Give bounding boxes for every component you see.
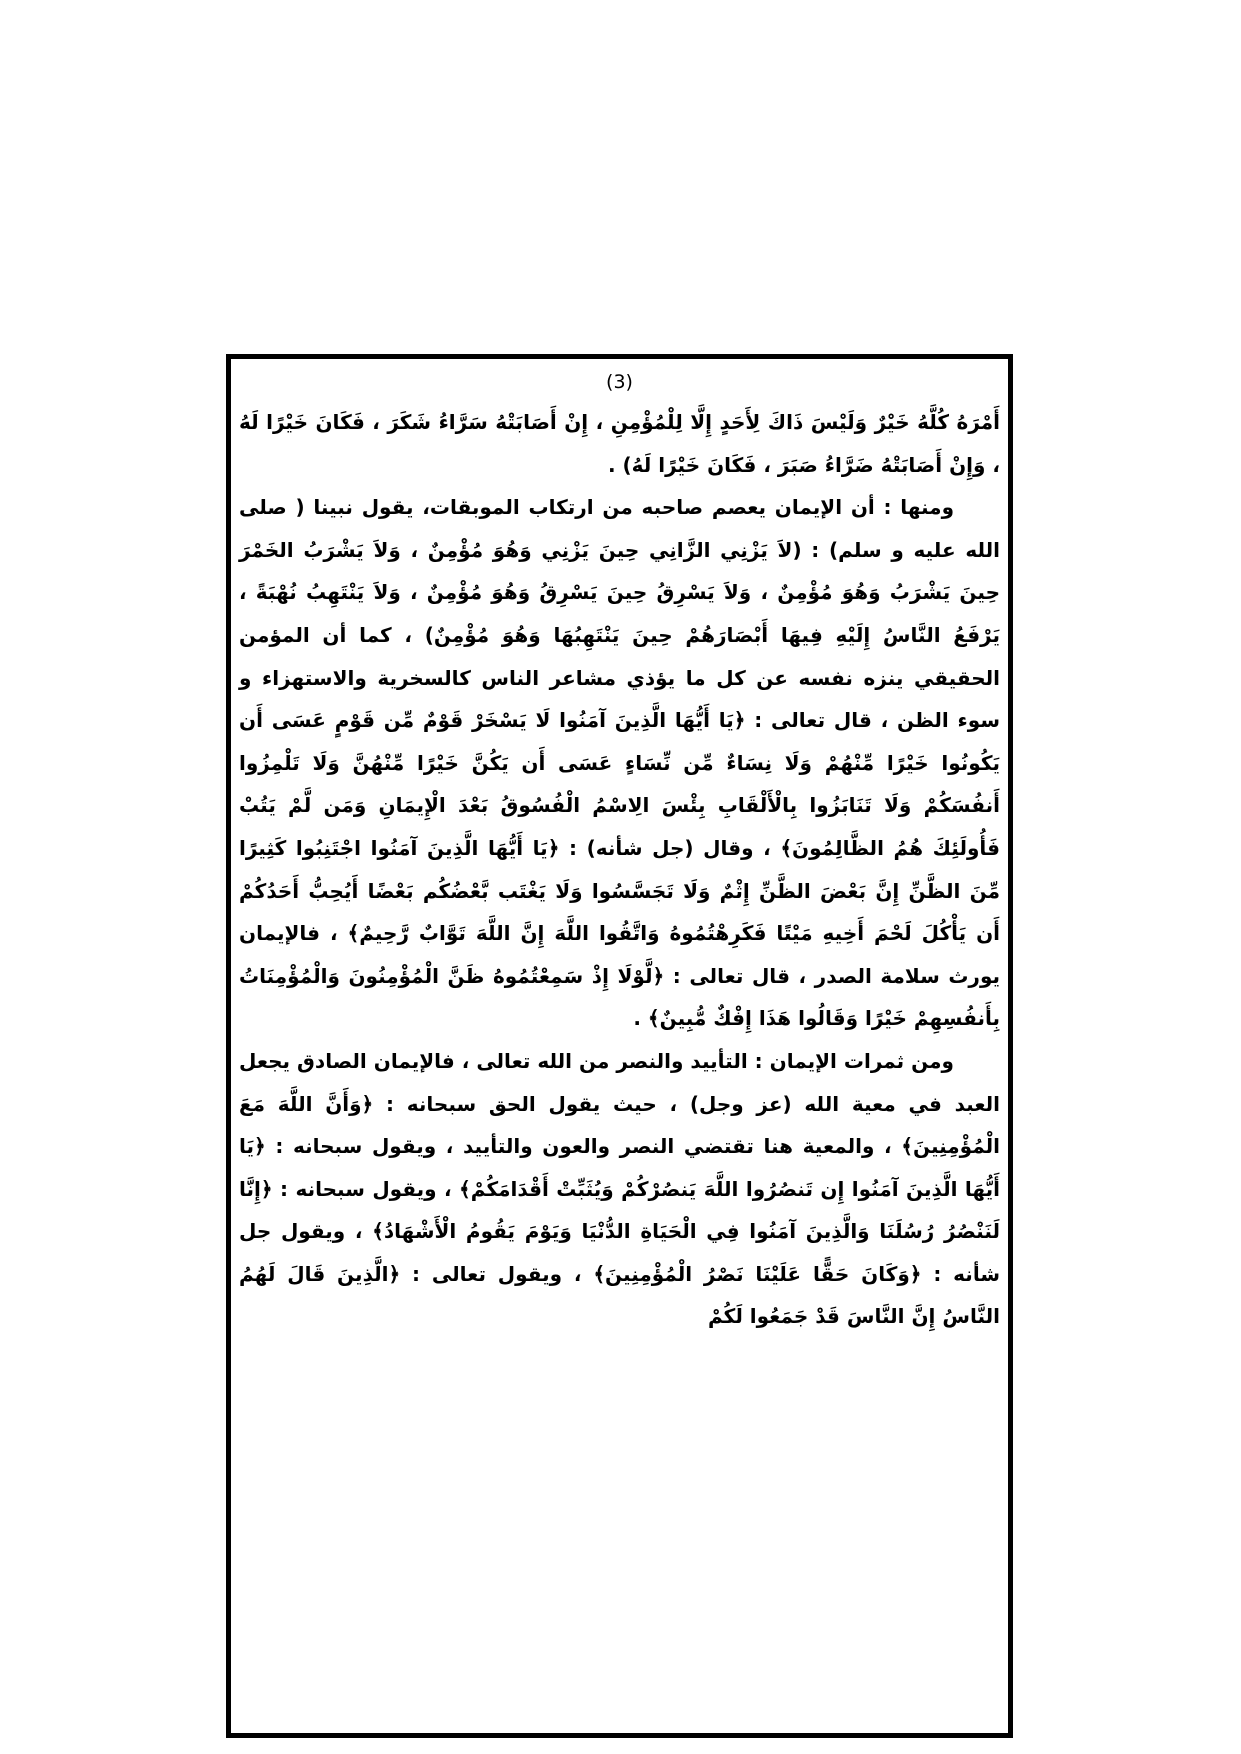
page-border — [226, 354, 1013, 1738]
paragraph-text: أَمْرَهُ كُلَّهُ خَيْرٌ وَلَيْسَ ذَاكَ لِأَحَدٍ إِلَّا لِلْمُؤْمِنِ ، إِنْ أَصَابَتْهُ سَرَّاءُ شَكَرَ ، فَكَانَ خَيْرًا لَهُ ، وَإِنْ أَصَابَتْهُ ضَرَّاءُ صَبَرَ ، فَكَانَ خَيْرًا لَهُ) . — [239, 410, 1000, 477]
paragraph-3 — [239, 1040, 1000, 1338]
emphasized-heading: التأييد والنصر من الله تعالى — [476, 1048, 748, 1073]
emphasized-heading: يعصم صاحبه من ارتكاب الموبقات — [429, 495, 767, 520]
paragraph-1 — [239, 401, 1000, 486]
paragraph-text: ومن ثمرات الإيمان : — [747, 1048, 954, 1073]
paragraph-text: ، فالإيمان الصادق يجعل العبد في معية الله (عز وجل) ، حيث يقول الحق سبحانه : ﴿وَأَنَّ اللَّهَ مَعَ الْمُؤْمِنِينَ﴾ ، والمعية هنا تقتضي النصر والعون والتأييد ، ويقول سبحانه : ﴿يَا أَيُّهَا الَّذِينَ آمَنُوا إِن تَنصُرُوا اللَّهَ يَنصُرْكُمْ وَيُثَبِّتْ أَقْدَامَكُمْ﴾ ، ويقول سبحانه : ﴿إِنَّا لَنَنْصُرُ رُسُلَنَا وَالَّذِينَ آمَنُوا فِي الْحَيَاةِ الدُّنْيَا وَيَوْمَ يَقُومُ الْأَشْهَادُ﴾ ، ويقول جل شأنه : ﴿وَكَانَ حَقًّا عَلَيْنَا نَصْرُ الْمُؤْمِنِينَ﴾ ، ويقول تعالى : ﴿الَّذِينَ قَالَ لَهُمُ النَّاسُ إِنَّ النَّاسَ قَدْ جَمَعُوا لَكُمْ — [239, 1048, 1000, 1329]
body-text — [239, 401, 1000, 1338]
paragraph-text: ، يقول نبينا ( صلى الله عليه و سلم) : (لاَ يَزْنِي الزَّانِي حِينَ يَزْنِي وَهُوَ مُؤْمِنٌ ، وَلاَ يَشْرَبُ الخَمْرَ حِينَ يَشْرَبُ وَهُوَ مُؤْمِنٌ ، وَلاَ يَسْرِقُ حِينَ يَسْرِقُ وَهُوَ مُؤْمِنٌ ، وَلاَ يَنْتَهِبُ نُهْبَةً ، يَرْفَعُ النَّاسُ إِلَيْهِ فِيهَا أَبْصَارَهُمْ حِينَ يَنْتَهِبُهَا وَهُوَ مُؤْمِنٌ) ، كما أن المؤمن الحقيقي ينزه نفسه عن كل ما يؤذي مشاعر الناس كالسخرية والاستهزاء و سوء الظن ، قال تعالى : ﴿يَا أَيُّهَا الَّذِينَ آمَنُوا لَا يَسْخَرْ قَوْمٌ مِّن قَوْمٍ عَسَى أَن يَكُونُوا خَيْرًا مِّنْهُمْ وَلَا نِسَاءٌ مِّن نِّسَاءٍ عَسَى أَن يَكُنَّ خَيْرًا مِّنْهُنَّ وَلَا تَلْمِزُوا أَنفُسَكُمْ وَلَا تَنَابَزُوا بِالْأَلْقَابِ بِئْسَ الِاسْمُ الْفُسُوقُ بَعْدَ الْإِيمَانِ وَمَن لَّمْ يَتُبْ فَأُولَئِكَ هُمُ الظَّالِمُونَ﴾ ، وقال (جل شأنه) : ﴿يَا أَيُّهَا الَّذِينَ آمَنُوا اجْتَنِبُوا كَثِيرًا مِّنَ الظَّنِّ إِنَّ بَعْضَ الظَّنِّ إِثْمٌ وَلَا تَجَسَّسُوا وَلَا يَغْتَب بَّعْضُكُم بَعْضًا أَيُحِبُّ أَحَدُكُمْ أَن يَأْكُلَ لَحْمَ أَخِيهِ مَيْتًا فَكَرِهْتُمُوهُ وَاتَّقُوا اللَّهَ إِنَّ اللَّهَ تَوَّابٌ رَّحِيمٌ﴾ ، فالإيمان يورث سلامة الصدر ، قال تعالى : ﴿لَّوْلَا إِذْ سَمِعْتُمُوهُ ظَنَّ الْمُؤْمِنُونَ وَالْمُؤْمِنَاتُ بِأَنفُسِهِمْ خَيْرًا وَقَالُوا هَذَا إِفْكٌ مُّبِينٌ﴾ . — [239, 495, 1000, 1031]
paragraph-2 — [239, 486, 1000, 1040]
paragraph-text: ومنها : أن الإيمان — [766, 495, 954, 520]
page-number: (3) — [606, 371, 633, 393]
